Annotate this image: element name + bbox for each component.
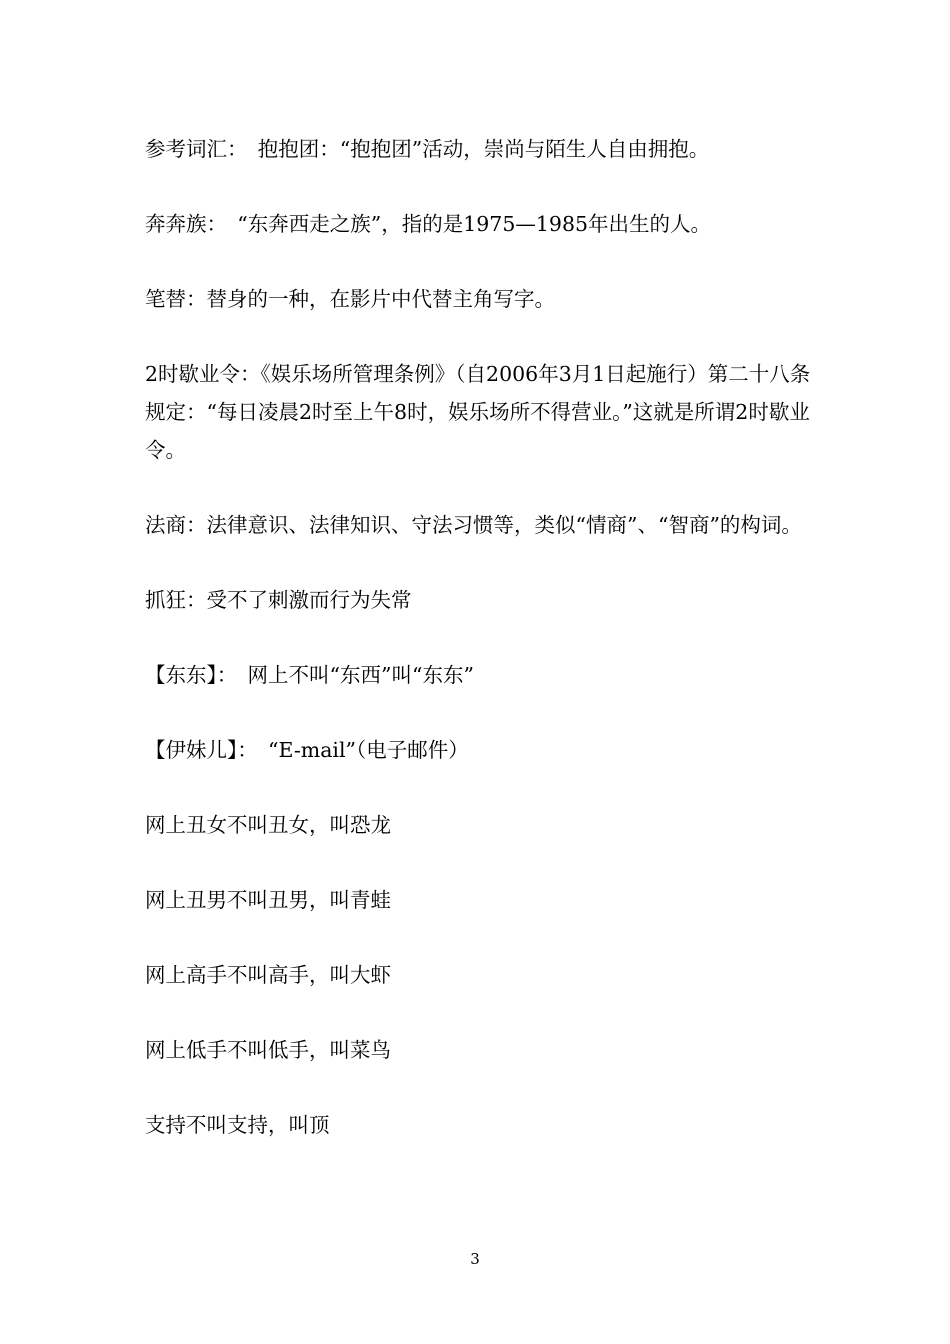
paragraph-daxia: 网上高手不叫高手，叫大虾 [145, 963, 391, 987]
paragraph-konglong: 网上丑女不叫丑女，叫恐龙 [145, 813, 391, 837]
paragraph-cainiao: 网上低手不叫低手，叫菜鸟 [145, 1038, 391, 1062]
page-number: 3 [470, 1250, 480, 1268]
paragraph-zhuakuang: 抓狂：受不了刺激而行为失常 [145, 588, 412, 612]
paragraph-2shi-xieyeling: 2时歇业令：《娱乐场所管理条例》（自2006年3月1日起施行）第二十八条规定：“每日凌晨2时至上午8时，娱乐场所不得营业。”这就是所谓2时歇业令。 [145, 362, 811, 462]
paragraph-fashang: 法商：法律意识、法律知识、守法习惯等，类似“情商”、“智商”的构词。 [145, 513, 802, 537]
paragraph-baobaotuan: 参考词汇： 抱抱团：“抱抱团”活动，崇尚与陌生人自由拥抱。 [145, 137, 710, 161]
paragraph-qingwa: 网上丑男不叫丑男，叫青蛙 [145, 888, 391, 912]
paragraph-dongdong: 【东东】： 网上不叫“东西”叫“东东” [145, 663, 474, 687]
paragraph-ding: 支持不叫支持，叫顶 [145, 1113, 330, 1137]
paragraph-yimeier: 【伊妹儿】： “E-mail”（电子邮件） [145, 738, 469, 762]
document-body [145, 130, 825, 1181]
paragraph-biti: 笔替：替身的一种，在影片中代替主角写字。 [145, 287, 555, 311]
paragraph-benbenzu: 奔奔族： “东奔西走之族”，指的是1975—1985年出生的人。 [145, 212, 712, 236]
